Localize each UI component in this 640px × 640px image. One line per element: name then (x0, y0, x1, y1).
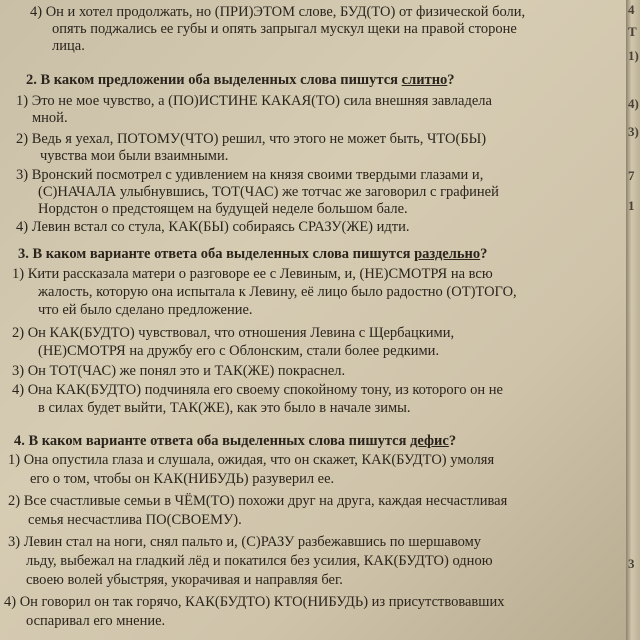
q4-end: ? (448, 433, 457, 449)
q2-question: В каком предложении оба выделенных слова пишутся (40, 72, 399, 88)
q3-line-8: в силах будет выйти, ТАК(ЖЕ), как это было в начале зимы. (38, 400, 411, 416)
margin-fragment: 3) (628, 124, 639, 139)
q3-line-1: 1) Кити рассказала матери о разговоре ее с Левиным, и, (НЕ)СМОТРЯ на всю (12, 266, 493, 282)
q4-line-9: оспаривал его мнение. (26, 613, 166, 629)
q3-keyword: раздельно (414, 246, 481, 262)
q2-heading (26, 72, 455, 89)
q2-line-2: мной. (32, 110, 68, 126)
q3-line-4: 2) Он КАК(БУДТО) чувствовал, что отношения Левина с Щербацкими, (12, 325, 455, 341)
margin-fragment: 7 (628, 168, 635, 183)
q3-number: 3. (18, 246, 29, 262)
q3-end: ? (480, 246, 488, 262)
margin-fragment: 4) (628, 96, 639, 111)
q2-number: 2. (26, 72, 37, 88)
q4-keyword: дефис (410, 433, 449, 449)
next-page-edge (626, 0, 640, 640)
q4-line-2: его о том, чтобы он КАК(НИБУДЬ) разуверил ее. (30, 471, 335, 487)
q2-line-6: (С)НАЧАЛА улыбнувшись, ТОТ(ЧАС) же тотчас же заговорил с графиней (38, 184, 499, 200)
margin-fragment: 4 (628, 2, 635, 17)
intro-line-3: лица. (52, 38, 85, 54)
q4-heading (14, 433, 456, 450)
q3-line-6: 3) Он ТОТ(ЧАС) же понял это и ТАК(ЖЕ) покраснел. (12, 363, 346, 379)
q4-line-5: 3) Левин стал на ноги, снял пальто и, (С)РАЗУ разбежавшись по шершавому (8, 534, 482, 550)
q2-line-4: чувства мои были взаимными. (40, 148, 229, 164)
q3-line-2: жалость, которую она испытала к Левину, её лицо было радостно (ОТ)ТОГО, (38, 284, 517, 300)
q2-line-8: 4) Левин встал со стула, КАК(БЫ) собираясь СРАЗУ(ЖЕ) идти. (16, 219, 410, 235)
q3-line-5: (НЕ)СМОТРЯ на дружбу его с Облонским, стали более редкими. (38, 343, 440, 359)
q2-line-7: Нордстон о предстоящем на будущей неделе большом бале. (38, 201, 408, 217)
q4-question: В каком варианте ответа оба выделенных слова пишутся (28, 433, 407, 449)
q4-line-1: 1) Она опустила глаза и слушала, ожидая, что он скажет, КАК(БУДТО) умоляя (8, 452, 495, 468)
margin-fragment: Т (628, 24, 637, 39)
q4-line-4: семья несчастлива ПО(СВОЕМУ). (28, 512, 242, 528)
q2-line-3: 2) Ведь я уехал, ПОТОМУ(ЧТО) решил, что этого не может быть, ЧТО(БЫ) (16, 131, 487, 147)
q4-line-7: своею волей убыстряя, укорачивая и направляя бег. (26, 572, 343, 588)
q4-number: 4. (14, 433, 25, 449)
q2-line-1: 1) Это не мое чувство, а (ПО)ИСТИНЕ КАКАЯ(ТО) сила внешняя завладела (16, 93, 492, 109)
margin-fragment: 3 (628, 556, 635, 571)
q3-question: В каком варианте ответа оба выделенных слова пишутся (32, 246, 411, 262)
q3-heading (18, 246, 487, 263)
q3-line-3: что ей было сделано предложение. (38, 302, 253, 318)
q4-line-3: 2) Все счастливые семьи в ЧЁМ(ТО) похожи друг на друга, каждая несчастливая (8, 493, 508, 509)
intro-line-1: 4) Он и хотел продолжать, но (ПРИ)ЭТОМ слове, БУД(ТО) от физической боли, (30, 4, 526, 20)
q2-keyword: слитно (401, 72, 448, 88)
q4-line-8: 4) Он говорил он так горячо, КАК(БУДТО) КТО(НИБУДЬ) из присутствовавших (4, 594, 505, 610)
q4-line-6: льду, выбежал на гладкий лёд и покатился без усилия, КАК(БУДТО) одною (26, 553, 493, 569)
q2-end: ? (447, 72, 455, 88)
intro-line-2: опять поджались ее губы и опять запрыгал мускул щеки на правой стороне (52, 21, 517, 37)
margin-fragment: 1) (628, 48, 639, 63)
q3-line-7: 4) Она КАК(БУДТО) подчиняла его своему спокойному тону, из которого он не (12, 382, 503, 398)
q2-line-5: 3) Вронский посмотрел с удивлением на князя своими твердыми глазами и, (16, 167, 484, 183)
margin-fragment: 1 (628, 198, 635, 213)
